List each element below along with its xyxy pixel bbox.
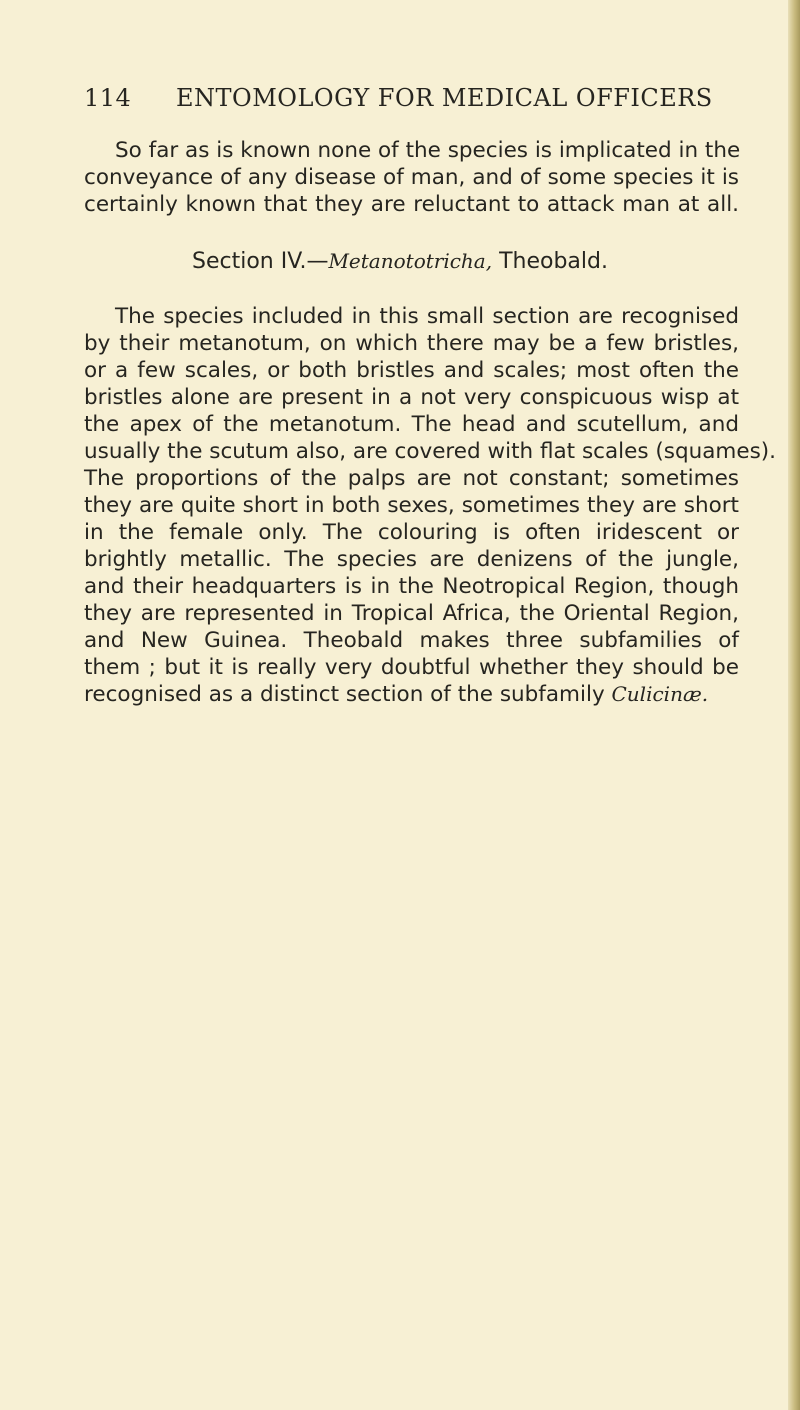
paragraph-2-line-14: them ; but it is really very doubtful whether they should be [84, 655, 739, 680]
section-heading-author: Theobald. [492, 249, 608, 274]
subfamily-name: Culicinæ. [611, 682, 709, 706]
paragraph-2-line-5: the apex of the metanotum. The head and scutellum, and [84, 412, 739, 437]
paragraph-2-line-11: and their headquarters is in the Neotropical Region, though [84, 574, 739, 599]
paragraph-2-line-1: The species included in this small section are recognised [115, 304, 739, 329]
paragraph-2-line-15 [84, 681, 739, 708]
paragraph-2-line-2: by their metanotum, on which there may be a few bristles, [84, 331, 739, 356]
paragraph-1-line-1: So far as is known none of the species is implicated in the [115, 138, 741, 163]
section-heading-prefix: Section IV.— [192, 249, 329, 274]
section-heading [0, 247, 800, 276]
paragraph-2-line-12: they are represented in Tropical Africa, the Oriental Region, [84, 601, 739, 626]
running-title: ENTOMOLOGY FOR MEDICAL OFFICERS [176, 84, 713, 112]
paragraph-2-last-line-text: recognised as a distinct section of the subfamily [84, 682, 612, 707]
paragraph-1-line-2: conveyance of any disease of man, and of some species it is [84, 165, 739, 190]
paragraph-2-line-9: in the female only. The colouring is often iridescent or [84, 520, 739, 545]
paragraph-2-line-7: The proportions of the palps are not constant; sometimes [84, 466, 739, 491]
paragraph-2-line-8: they are quite short in both sexes, sometimes they are short [84, 493, 739, 518]
page-edge-shadow [788, 0, 800, 1410]
page-number: 114 [84, 84, 132, 112]
running-header [84, 84, 713, 120]
paragraph-2-line-13: and New Guinea. Theobald makes three subfamilies of [84, 628, 739, 653]
paragraph-2-line-10: brightly metallic. The species are denizens of the jungle, [84, 547, 739, 572]
paragraph-2-line-4: bristles alone are present in a not very conspicuous wisp at [84, 385, 739, 410]
section-heading-genus: Metanototricha, [328, 249, 493, 273]
paragraph-2-line-6: usually the scutum also, are covered with flat scales (squames). [84, 439, 777, 464]
paragraph-2-line-3: or a few scales, or both bristles and scales; most often the [84, 358, 739, 383]
paragraph-1-line-3: certainly known that they are reluctant to attack man at all. [84, 192, 739, 217]
